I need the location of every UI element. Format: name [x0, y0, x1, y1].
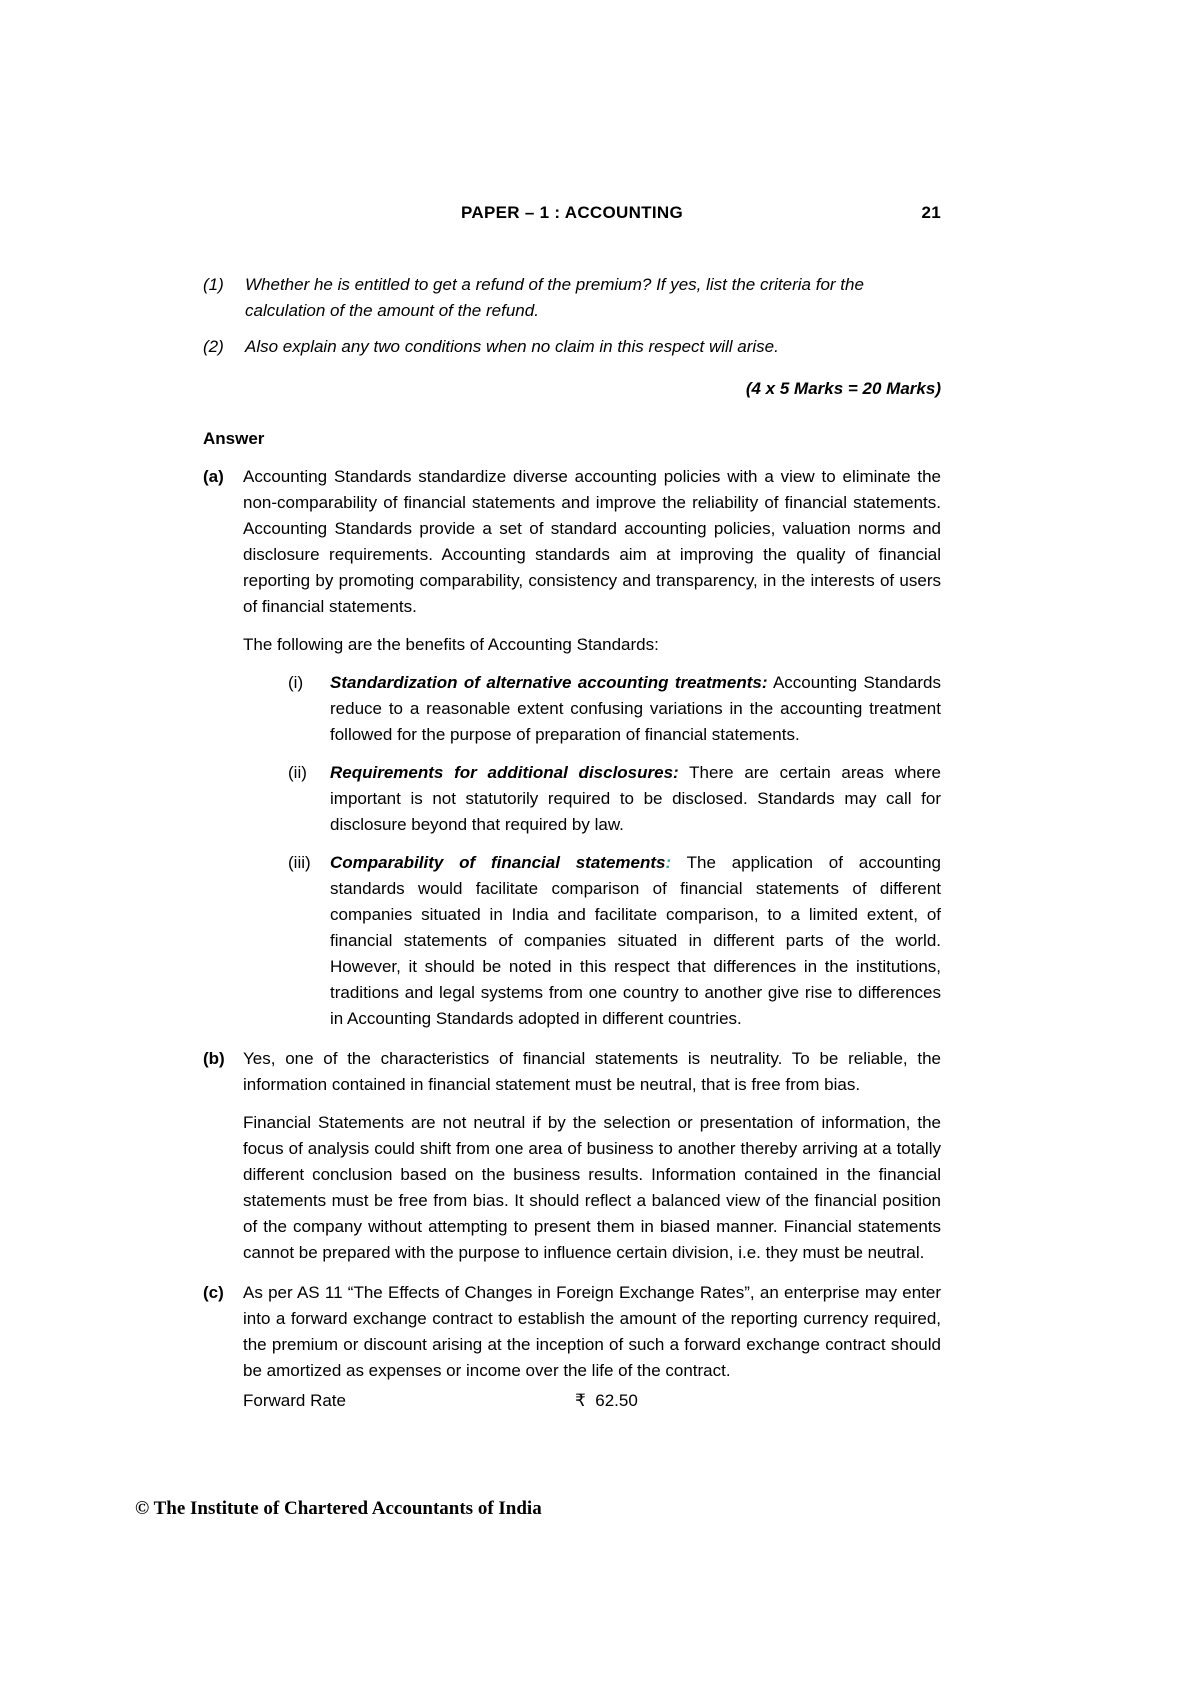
question-item-1	[203, 272, 941, 324]
footer-copyright: © The Institute of Chartered Accountants of India	[135, 1498, 542, 1519]
question-text: Also explain any two conditions when no claim in this respect will arise.	[245, 337, 779, 356]
benefit-item-ii	[243, 760, 941, 838]
answer-b	[203, 1046, 941, 1266]
answer-b-paragraph-2: Financial Statements are not neutral if by the selection or presentation of information, the focus of analysis could shift from one area of business to another thereby arriving at a totally different conclusion based on the business results. Information contained in the financial statements must be free from bias. It should reflect a balanced view of the financial position of the company without attempting to present them in biased manner. Financial statements cannot be prepared with the purpose to influence certain division, i.e. they must be neutral.	[243, 1113, 941, 1262]
question-label: (1)	[203, 275, 224, 294]
benefit-item-iii	[243, 850, 941, 1032]
page-header	[203, 200, 941, 226]
question-label: (2)	[203, 337, 224, 356]
answer-c-paragraph-1: As per AS 11 “The Effects of Changes in Foreign Exchange Rates”, an enterprise may enter into a forward exchange contract to establish the amount of the reporting currency required, the premium or discount arising at the inception of such a forward exchange contract should be amortized as expenses or income over the life of the contract.	[243, 1283, 941, 1380]
page-number: 21	[921, 203, 941, 222]
page-content	[203, 200, 941, 1428]
answer-a	[203, 464, 941, 1032]
answer-heading: Answer	[203, 429, 265, 448]
answer-b-label: (b)	[203, 1049, 225, 1068]
benefit-text-block	[330, 760, 941, 838]
benefit-text: There are certain areas where important is not statutorily required to be disclosed. Standards may call for disclosure beyond that required by law.	[330, 763, 941, 834]
answer-a-label: (a)	[203, 467, 224, 486]
forward-rate-value: ₹ 62.50	[575, 1391, 638, 1410]
benefit-label: (i)	[288, 673, 304, 692]
benefit-text: Accounting Standards reduce to a reasonable extent confusing variations in the accounting treatment followed for the purpose of preparation of financial statements.	[330, 673, 941, 744]
benefit-heading-colon: :	[665, 853, 672, 872]
paper-title: PAPER – 1 : ACCOUNTING	[461, 203, 683, 222]
answer-c-label: (c)	[203, 1283, 224, 1302]
question-item-2	[203, 334, 941, 360]
question-text: Whether he is entitled to get a refund of the premium? If yes, list the criteria for the calculation of the amount of the refund.	[245, 275, 864, 320]
benefit-text: The application of accounting standards would facilitate comparison of financial statements of different companies situated in India and facilitate comparison, to a limited extent, of financial statements of companies situated in different parts of the world. However, it should be noted in this respect that differences in the institutions, traditions and legal systems from one country to another give rise to differences in Accounting Standards adopted in different countries.	[330, 853, 941, 1028]
forward-rate-row	[243, 1388, 941, 1414]
answer-c-body	[243, 1280, 941, 1414]
benefit-heading: Requirements for additional disclosures:	[330, 763, 679, 782]
marks-line: (4 x 5 Marks = 20 Marks)	[745, 379, 941, 398]
answer-b-paragraph-1: Yes, one of the characteristics of financial statements is neutrality. To be reliable, the information contained in financial statement must be neutral, that is free from bias.	[243, 1049, 941, 1094]
answer-a-paragraph-1: Accounting Standards standardize diverse accounting policies with a view to eliminate the non-comparability of financial statements and improve the reliability of financial statements. Accounting Standards provide a set of standard accounting policies, valuation norms and disclosure requirements. Accounting standards aim at improving the quality of financial reporting by promoting comparability, consistency and transparency, in the interests of users of financial statements.	[243, 467, 941, 616]
benefit-label: (ii)	[288, 763, 307, 782]
benefit-heading: Comparability of financial statements	[330, 853, 666, 872]
answer-a-paragraph-2: The following are the benefits of Accounting Standards:	[243, 635, 659, 654]
answer-b-body	[243, 1046, 941, 1266]
forward-rate-label: Forward Rate	[243, 1391, 346, 1410]
benefit-text-block	[330, 670, 941, 748]
answer-a-body	[243, 464, 941, 1032]
benefit-text-block	[330, 850, 941, 1032]
benefit-label: (iii)	[288, 853, 311, 872]
benefit-heading: Standardization of alternative accounting treatments:	[330, 673, 768, 692]
answer-c	[203, 1280, 941, 1414]
benefit-item-i	[243, 670, 941, 748]
